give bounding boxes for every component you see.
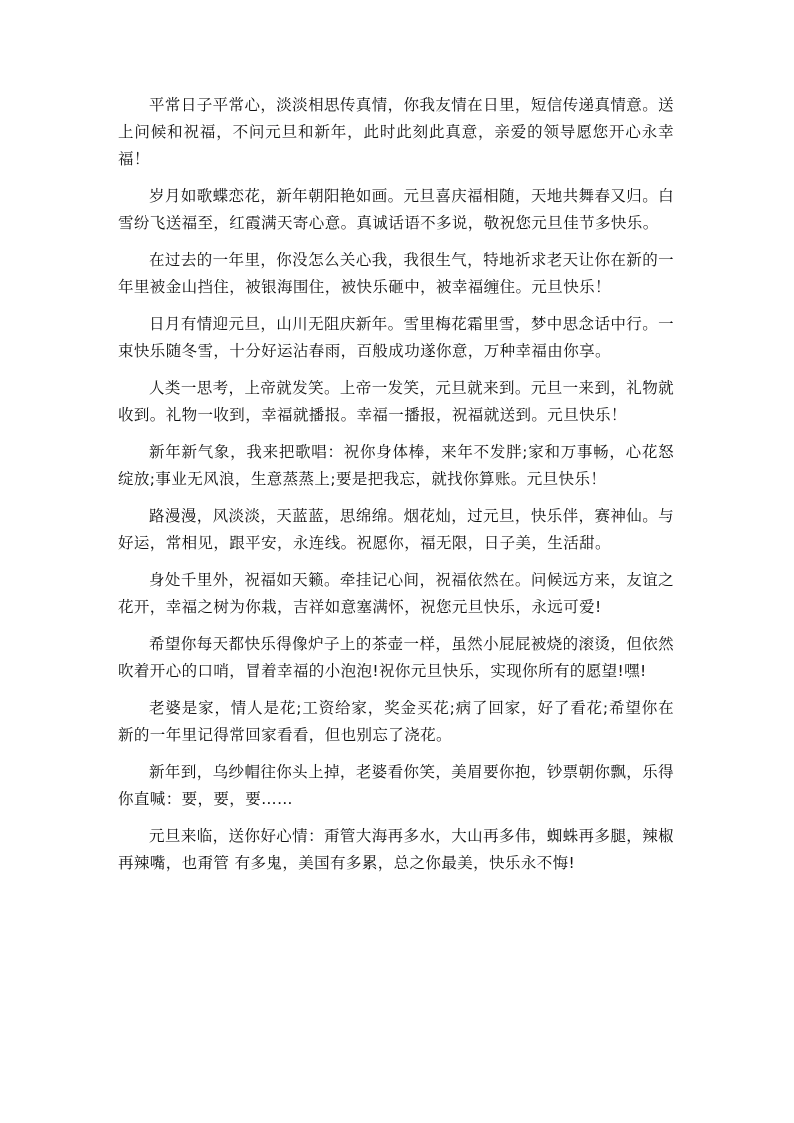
paragraph-4: 日月有情迎元旦，山川无阻庆新年。雪里梅花霜里雪，梦中思念话中行。一束快乐随冬雪，十分好运沾春雨，百般成功遂你意，万种幸福由你享。 [118, 315, 674, 360]
paragraph-10: 老婆是家，情人是花;工资给家，奖金买花;病了回家，好了看花;希望你在新的一年里记得常回家看看，但也别忘了浇花。 [118, 699, 674, 744]
paragraph-3: 在过去的一年里，你没怎么关心我，我很生气，特地祈求老天让你在新的一年里被金山挡住，被银海围住，被快乐砸中，被幸福缠住。元旦快乐！ [118, 251, 674, 296]
document-body [118, 92, 674, 887]
paragraph-8: 身处千里外，祝福如天籁。牵挂记心间，祝福依然在。问候远方来，友谊之花开，幸福之树为你栽，吉祥如意塞满怀，祝您元旦快乐，永远可爱! [118, 571, 674, 616]
paragraph-2: 岁月如歌蝶恋花，新年朝阳艳如画。元旦喜庆福相随，天地共舞春又归。白雪纷飞送福至，红霞满天寄心意。真诚话语不多说，敬祝您元旦佳节多快乐。 [118, 187, 674, 232]
paragraph-11: 新年到，乌纱帽往你头上掉，老婆看你笑，美眉要你抱，钞票朝你飘，乐得你直喊：要，要，要…… [118, 763, 674, 808]
paragraph-6: 新年新气象，我来把歌唱：祝你身体棒，来年不发胖;家和万事畅，心花怒绽放;事业无风浪，生意蒸蒸上;要是把我忘，就找你算账。元旦快乐！ [118, 443, 674, 488]
paragraph-7: 路漫漫，风淡淡，天蓝蓝，思绵绵。烟花灿，过元旦，快乐伴，赛神仙。与好运，常相见，跟平安，永连线。祝愿你，福无限，日子美，生活甜。 [118, 507, 674, 552]
paragraph-9: 希望你每天都快乐得像炉子上的茶壶一样，虽然小屁屁被烧的滚烫，但依然吹着开心的口哨，冒着幸福的小泡泡!祝你元旦快乐，实现你所有的愿望!嘿! [118, 635, 674, 680]
paragraph-12: 元旦来临，送你好心情：甭管大海再多水，大山再多伟，蜘蛛再多腿，辣椒再辣嘴，也甭管 有多鬼，美国有多累，总之你最美，快乐永不悔! [118, 827, 674, 872]
paragraph-1: 平常日子平常心，淡淡相思传真情，你我友情在日里，短信传递真情意。送上问候和祝福，不问元旦和新年，此时此刻此真意，亲爱的领导愿您开心永幸福！ [118, 96, 674, 168]
paragraph-5: 人类一思考，上帝就发笑。上帝一发笑，元旦就来到。元旦一来到，礼物就收到。礼物一收到，幸福就播报。幸福一播报，祝福就送到。元旦快乐！ [118, 379, 674, 424]
